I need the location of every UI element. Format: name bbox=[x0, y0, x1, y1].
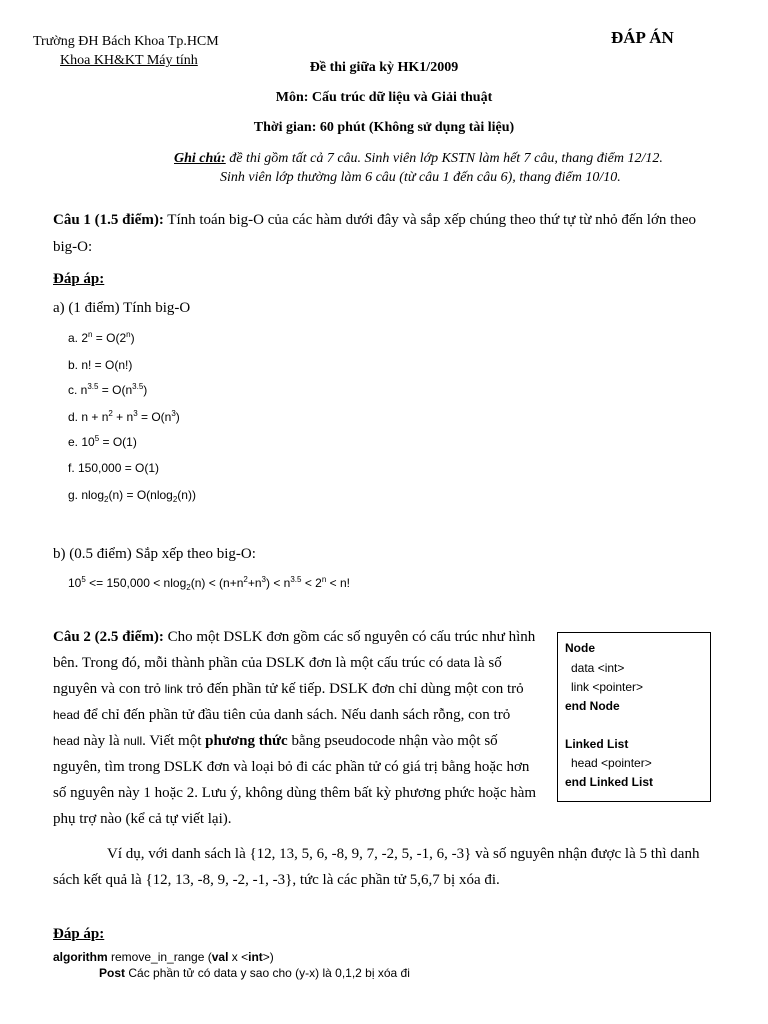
q2-example-line-1: Ví dụ, với danh sách là {12, 13, 5, 6, -8, 9, 7, -2, 5, -1, 6, -3} và số nguyên nhận được là 5 thì danh bbox=[107, 846, 700, 862]
struct-list-title: Linked List bbox=[565, 737, 629, 751]
exam-title: Đề thi giữa kỳ HK1/2009 bbox=[309, 60, 459, 75]
bigo-item-e: e. $10^5 = O(1)$ bbox=[68, 434, 137, 449]
struct-list-head: head <pointer> bbox=[571, 756, 652, 770]
q1-part-a: a) (1 điểm) Tính big-O bbox=[53, 300, 191, 316]
struct-node-data: data <int> bbox=[571, 661, 625, 675]
struct-end-list: end Linked List bbox=[565, 775, 654, 789]
q1-answer-label: Đáp áp: bbox=[53, 271, 105, 287]
subject-title: Môn: Cấu trúc dữ liệu và Giải thuật bbox=[275, 90, 493, 105]
q2-answer-label: Đáp áp: bbox=[53, 926, 105, 942]
struct-end-node: end Node bbox=[565, 699, 620, 713]
bigo-item-f: f. 150,000 = O(1) bbox=[68, 461, 160, 475]
bigo-item-g: g. nlog$_2$(n) = O(nlog$_2$(n)) bbox=[68, 488, 196, 504]
exam-time: Thời gian: 60 phút (Không sử dụng tài liệu) bbox=[253, 120, 515, 135]
bigo-item-d: d. $n + n^2 + n^3 = O(n^3)$ bbox=[68, 409, 180, 424]
note-line-1: Ghi chú: đề thi gồm tất cả 7 câu. Sinh viên lớp KSTN làm hết 7 câu, thang điểm 12/12. bbox=[174, 151, 663, 166]
q1-label: Câu 1 (1.5 điểm): bbox=[53, 212, 164, 228]
algorithm-signature: algorithm remove_in_range (val x <int>) bbox=[53, 950, 274, 964]
bigo-item-b: b. n! = O(n!) bbox=[68, 358, 133, 372]
q1-line-1: Câu 1 (1.5 điểm): Tính toán big-O của các hàm dưới đây và sắp xếp chúng theo thứ tự từ nhỏ đến lớn theo bbox=[53, 212, 696, 228]
bigo-order: $10^5 <= 150,000 < nlog_2(n) < (n+n^2+n^3) < n^{3.5} < 2^n < n$! bbox=[68, 575, 350, 592]
bigo-item-a: a. $2^n = O(2^n)$ bbox=[68, 330, 135, 345]
struct-definition-box bbox=[557, 632, 711, 802]
university-name: Trường ĐH Bách Khoa Tp.HCM bbox=[33, 34, 219, 49]
answer-key-label: ĐÁP ÁN bbox=[611, 28, 674, 47]
q1-part-b: b) (0.5 điểm) Sắp xếp theo big-O: bbox=[53, 546, 256, 562]
q2-example-line-2: sách kết quả là {12, 13, -8, 9, -2, -1, -3}, tức là các phần tử 5,6,7 bị xóa đi. bbox=[53, 872, 500, 888]
q2-label: Câu 2 (2.5 điểm): bbox=[53, 629, 164, 645]
q1-line-2: big-O: bbox=[53, 239, 93, 255]
faculty-name: Khoa KH&KT Máy tính bbox=[60, 53, 198, 68]
note-line-2: Sinh viên lớp thường làm 6 câu (từ câu 1 đến câu 6), thang điểm 10/10. bbox=[220, 170, 621, 185]
q2-description: Câu 2 (2.5 điểm): Cho một DSLK đơn gồm các số nguyên có cấu trúc như hình bên. Trong đó, mỗi thành phần của DSLK đơn là một cấu trúc có data là số nguyên và con trỏ link trỏ đến phần tử kế tiếp. DSLK đơn chỉ dùng một con trỏ head để chỉ đến phần tử đầu tiên của danh sách. Nếu danh sách rỗng, con trỏ head này là null. Viết một phương thức bằng pseudocode nhận vào một số nguyên, tìm trong DSLK đơn và loại bỏ đi các phần tử có giá trị bằng hoặc hơn số nguyên này 1 hoặc 2. Lưu ý, không dùng thêm bất kỳ phương phức hoặc hàm phụ trợ nào (kể cả tự viết lại). bbox=[53, 629, 537, 827]
algorithm-postcondition: Post Các phần tử có data y sao cho (y-x) là 0,1,2 bị xóa đi bbox=[99, 966, 410, 980]
struct-node-link: link <pointer> bbox=[571, 680, 644, 694]
bigo-item-c: c. $n^{3.5} = O(n^{3.5})$ bbox=[68, 382, 148, 397]
struct-node-title: Node bbox=[565, 641, 595, 655]
note-label: Ghi chú: bbox=[174, 151, 226, 166]
